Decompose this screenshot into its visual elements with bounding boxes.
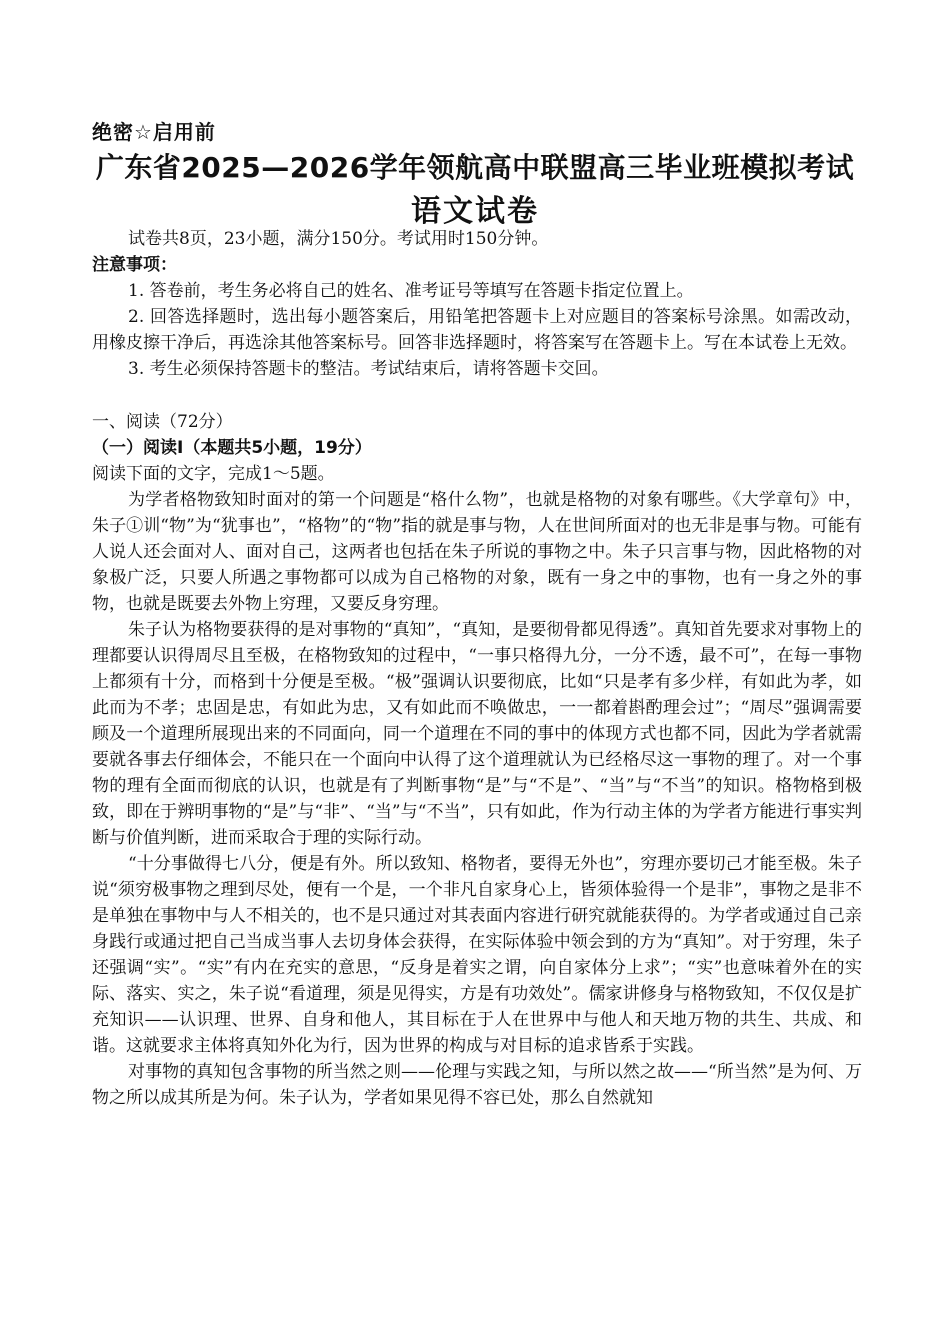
spacer	[92, 382, 862, 409]
exam-info: 试卷共8页，23小题，满分150分。考试用时150分钟。	[128, 229, 549, 249]
subsection-title: （一）阅读Ⅰ（本题共5小题，19分）	[92, 438, 372, 458]
reading-instruction: 阅读下面的文字，完成1～5题。	[92, 464, 335, 484]
exam-body	[92, 226, 862, 1111]
exam-title: 广东省2025—2026学年领航高中联盟高三毕业班模拟考试	[95, 151, 855, 184]
secret-mark: 绝密☆启用前	[92, 120, 216, 144]
passage-paragraph: 为学者格物致知时面对的第一个问题是“格什么物”，也就是格物的对象有哪些。《大学章句》中，朱子①训“物”为“犹事也”，“格物”的“物”指的就是事与物，人在世间所面对的也无非是事与物。可能有人说人还会面对人、面对自己，这两者也包括在朱子所说的事物之中。朱子只言事与物，因此格物的对象极广泛，只要人所遇之事物都可以成为自己格物的对象，既有一身之中的事物，也有一身之外的事物，也就是既要去外物上穷理，又要反身穷理。	[92, 490, 862, 614]
notice-item: 1. 答卷前，考生务必将自己的姓名、准考证号等填写在答题卡指定位置上。	[128, 281, 694, 301]
notice-heading: 注意事项：	[92, 255, 177, 275]
passage-paragraph: “十分事做得七八分，便是有外。所以致知、格物者，要得无外也”，穷理亦要切己才能至极。朱子说“须穷极事物之理到尽处，便有一个是，一个非凡自家身心上，皆须体验得一个是非”，事物之是非不是单独在事物中与人不相关的，也不是只通过对其表面内容进行研究就能获得的。为学者或通过自己亲身践行或通过把自己当成当事人去切身体会获得，在实际体验中领会到的方为“真知”。对于穷理，朱子还强调“实”。“实”有内在充实的意思，“反身是着实之谓，向自家体分上求”；“实”也意味着外在的实际、落实、实之，朱子说“看道理，须是见得实，方是有功效处”。儒家讲修身与格物致知，不仅仅是扩充知识——认识理、世界、自身和他人，其目标在于人在世界中与他人和天地万物的共生、共成、和谐。这就要求主体将真知外化为行，因为世界的构成与对目标的追求皆系于实践。	[92, 854, 862, 1056]
passage-paragraph: 对事物的真知包含事物的所当然之则——伦理与实践之知，与所以然之故——“所当然”是为何、万物之所以成其所是为何。朱子认为，学者如果见得不容已处，那么自然就知	[92, 1062, 862, 1108]
notice-item: 2. 回答选择题时，选出每小题答案后，用铅笔把答题卡上对应题目的答案标号涂黑。如需改动，用橡皮擦干净后，再选涂其他答案标号。回答非选择题时，将答案写在答题卡上。写在本试卷上无效。	[92, 307, 862, 353]
subject-title: 语文试卷	[411, 194, 539, 229]
notice-item: 3. 考生必须保持答题卡的整洁。考试结束后，请将答题卡交回。	[128, 359, 609, 379]
section-title: 一、阅读（72分）	[92, 412, 233, 432]
passage-paragraph: 朱子认为格物要获得的是对事物的“真知”，“真知，是要彻骨都见得透”。真知首先要求对事物上的理都要认识得周尽且至极，在格物致知的过程中，“一事只格得九分，一分不透，最不可”，在每一事物上都须有十分，而格到十分便是至极。“极”强调认识要彻底，比如“只是孝有多少样，有如此为孝，如此而为不孝；忠固是忠，有如此为忠，又有如此而不唤做忠，一一都着斟酌理会过”；“周尽”强调需要顾及一个道理所展现出来的不同面向，同一个道理在不同的事中的体现方式也都不同，因此为学者就需要就各事去仔细体会，不能只在一个面向中认得了这个道理就认为已经格尽这一事物的理了。对一个事物的理有全面而彻底的认识，也就是有了判断事物“是”与“不是”、“当”与“不当”的知识。格物格到极致，即在于辨明事物的“是”与“非”、“当”与“不当”，只有如此，作为行动主体的为学者方能进行事实判断与价值判断，进而采取合于理的实际行动。	[92, 620, 862, 848]
